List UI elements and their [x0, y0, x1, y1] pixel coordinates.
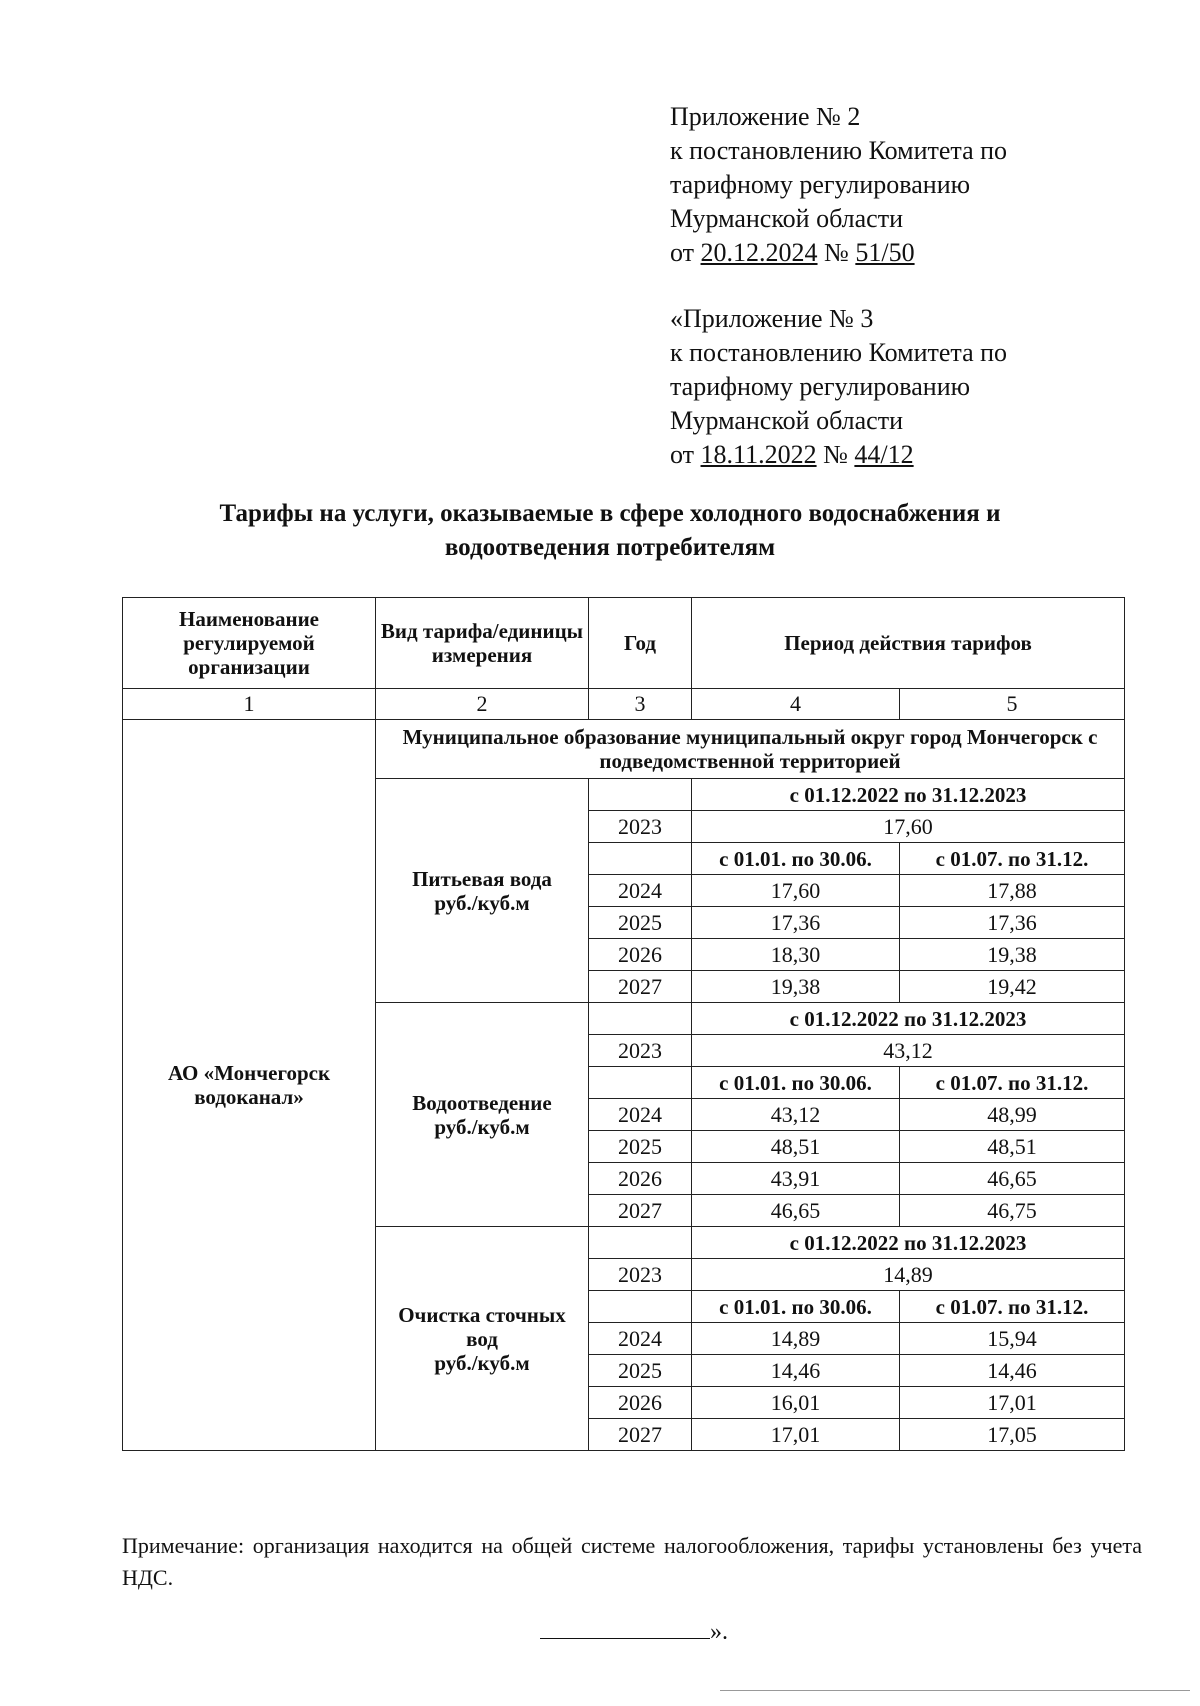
value-2023: 17,60 [692, 811, 1125, 843]
year-cell: 2027 [589, 1195, 692, 1227]
col-number: 2 [376, 689, 589, 720]
year-cell: 2025 [589, 907, 692, 939]
value-h1: 17,60 [692, 875, 900, 907]
appendix-2-header [670, 100, 1090, 270]
municipality-name: Муниципальное образование муниципальный округ город Мончегорск с подведомственной территорией [376, 720, 1125, 779]
col-number: 5 [900, 689, 1125, 720]
column-numbers-row [123, 689, 1125, 720]
half-1-label: с 01.01. по 30.06. [692, 1067, 900, 1099]
appendix-2-line2: к постановлению Комитета по [670, 136, 1008, 165]
value-h1: 46,65 [692, 1195, 900, 1227]
header-org: Наименование регулируемой организации [123, 598, 376, 689]
year-cell-empty [589, 1227, 692, 1259]
year-cell-empty [589, 779, 692, 811]
header-type: Вид тарифа/единицы измерения [376, 598, 589, 689]
year-cell: 2027 [589, 971, 692, 1003]
year-cell: 2026 [589, 939, 692, 971]
service-name: Питьевая вода [412, 866, 552, 891]
value-2023: 43,12 [692, 1035, 1125, 1067]
municipality-row [123, 720, 1125, 779]
service-unit: руб./куб.м [434, 890, 530, 915]
tariffs-table [122, 597, 1125, 1451]
year-cell: 2024 [589, 1099, 692, 1131]
year-cell: 2023 [589, 1259, 692, 1291]
appendix-2-date: 20.12.2024 [700, 238, 818, 267]
period-full: с 01.12.2022 по 31.12.2023 [692, 779, 1125, 811]
scan-edge-line [720, 1690, 1190, 1691]
appendix-3-date: 18.11.2022 [700, 440, 817, 469]
year-cell-empty [589, 1003, 692, 1035]
col-number: 3 [589, 689, 692, 720]
header-year: Год [589, 598, 692, 689]
number-prefix: № [817, 238, 856, 267]
appendix-2-title: Приложение № 2 [670, 102, 861, 131]
value-h2: 46,75 [900, 1195, 1125, 1227]
year-cell: 2024 [589, 1323, 692, 1355]
value-h2: 17,36 [900, 907, 1125, 939]
value-h1: 16,01 [692, 1387, 900, 1419]
appendix-3-header [670, 302, 1090, 472]
date-prefix: от [670, 440, 701, 469]
appendix-2-line3: тарифному регулированию [670, 170, 971, 199]
year-cell-empty [589, 1291, 692, 1323]
value-h1: 48,51 [692, 1131, 900, 1163]
service-wastewater-treatment [376, 1227, 589, 1451]
appendix-3-line2: к постановлению Комитета по [670, 338, 1008, 367]
signature-blank-line [540, 1616, 710, 1639]
appendix-2-line4: Мурманской области [670, 204, 903, 233]
appendix-3-line3: тарифному регулированию [670, 372, 971, 401]
number-prefix: № [816, 440, 855, 469]
year-cell: 2025 [589, 1131, 692, 1163]
half-2-label: с 01.07. по 31.12. [900, 1291, 1125, 1323]
title-line-2: водоотведения потребителям [444, 534, 776, 561]
appendix-2-date-line [670, 236, 1090, 270]
year-cell-empty [589, 843, 692, 875]
period-full: с 01.12.2022 по 31.12.2023 [692, 1003, 1125, 1035]
value-2023: 14,89 [692, 1259, 1125, 1291]
value-h1: 43,91 [692, 1163, 900, 1195]
service-name: Очистка сточных вод [398, 1302, 566, 1351]
value-h2: 17,01 [900, 1387, 1125, 1419]
organization-name: АО «Мончегорск водоканал» [123, 720, 376, 1451]
service-wastewater [376, 1003, 589, 1227]
document-title [110, 497, 1110, 565]
value-h1: 18,30 [692, 939, 900, 971]
value-h2: 48,51 [900, 1131, 1125, 1163]
value-h1: 17,36 [692, 907, 900, 939]
appendix-3-date-line [670, 438, 1090, 472]
value-h2: 15,94 [900, 1323, 1125, 1355]
date-prefix: от [670, 238, 701, 267]
value-h1: 14,46 [692, 1355, 900, 1387]
year-cell: 2027 [589, 1419, 692, 1451]
year-cell: 2023 [589, 811, 692, 843]
closing-mark [540, 1616, 728, 1647]
value-h1: 14,89 [692, 1323, 900, 1355]
value-h2: 17,05 [900, 1419, 1125, 1451]
header-period: Период действия тарифов [692, 598, 1125, 689]
service-drinking-water [376, 779, 589, 1003]
value-h2: 14,46 [900, 1355, 1125, 1387]
col-number: 4 [692, 689, 900, 720]
period-full: с 01.12.2022 по 31.12.2023 [692, 1227, 1125, 1259]
service-unit: руб./куб.м [434, 1114, 530, 1139]
half-1-label: с 01.01. по 30.06. [692, 1291, 900, 1323]
closing-quote: ». [710, 1619, 728, 1645]
footnote: Примечание: организация находится на общей системе налогообложения, тарифы установлены без учета НДС. [122, 1533, 1142, 1590]
value-h2: 19,42 [900, 971, 1125, 1003]
year-cell-empty [589, 1067, 692, 1099]
appendix-3-title: «Приложение № 3 [670, 304, 874, 333]
title-line-1: Тарифы на услуги, оказываемые в сфере холодного водоснабжения и [219, 500, 1001, 527]
year-cell: 2024 [589, 875, 692, 907]
appendix-3-number: 44/12 [854, 440, 914, 469]
value-h2: 17,88 [900, 875, 1125, 907]
year-cell: 2026 [589, 1163, 692, 1195]
half-2-label: с 01.07. по 31.12. [900, 1067, 1125, 1099]
appendix-2-number: 51/50 [855, 238, 915, 267]
service-name: Водоотведение [412, 1090, 552, 1115]
value-h1: 17,01 [692, 1419, 900, 1451]
service-unit: руб./куб.м [434, 1350, 530, 1375]
half-1-label: с 01.01. по 30.06. [692, 843, 900, 875]
half-2-label: с 01.07. по 31.12. [900, 843, 1125, 875]
value-h1: 43,12 [692, 1099, 900, 1131]
col-number: 1 [123, 689, 376, 720]
year-cell: 2026 [589, 1387, 692, 1419]
value-h2: 48,99 [900, 1099, 1125, 1131]
appendix-3-line4: Мурманской области [670, 406, 903, 435]
value-h1: 19,38 [692, 971, 900, 1003]
year-cell: 2025 [589, 1355, 692, 1387]
value-h2: 46,65 [900, 1163, 1125, 1195]
year-cell: 2023 [589, 1035, 692, 1067]
value-h2: 19,38 [900, 939, 1125, 971]
table-header-row [123, 598, 1125, 689]
